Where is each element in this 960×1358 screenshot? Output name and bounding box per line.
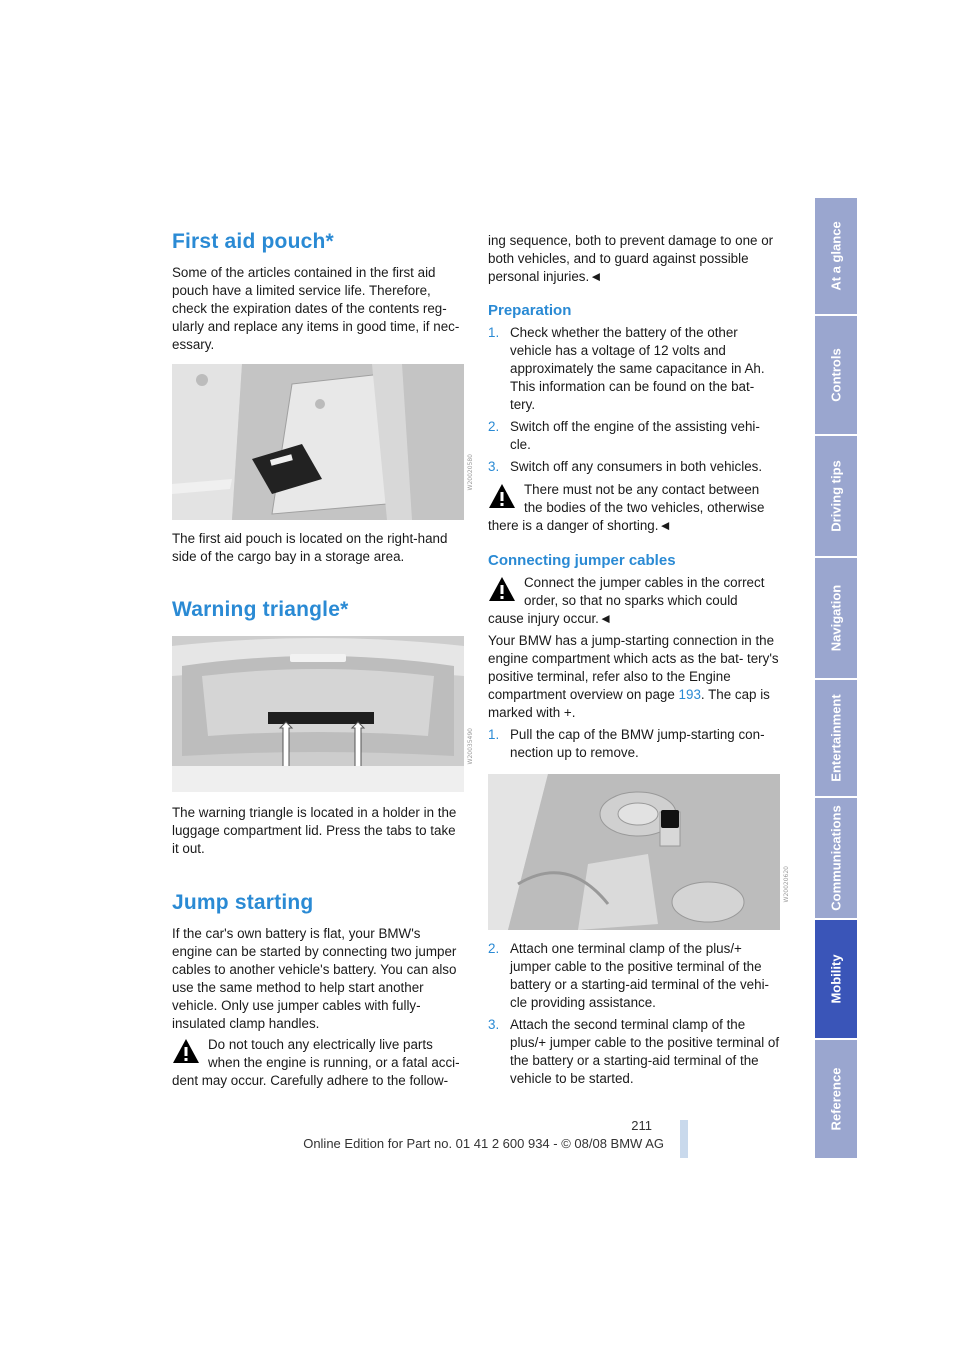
- warning-live-parts: [172, 1036, 464, 1090]
- warning-live-parts-continued: ing sequence, both to prevent damage to one or both vehicles, and to guard against possible personal injuries.◄: [488, 233, 774, 284]
- footer-bar: [680, 1120, 688, 1158]
- tab-mobility[interactable]: Mobility: [815, 920, 857, 1040]
- page-reference-link[interactable]: 193: [678, 687, 701, 702]
- warning-triangle-caption: The warning triangle is located in a holder in the luggage compartment lid. Press the tabs to take it out.: [172, 805, 457, 856]
- chapter-tabs: [815, 198, 857, 1160]
- tab-communications[interactable]: Communications: [815, 798, 857, 920]
- warning-shorting-indent: There must not be any contact between the bodies of the two vehicles, otherwise: [524, 482, 765, 515]
- tab-reference[interactable]: Reference: [815, 1040, 857, 1160]
- warning-sparks-indent: Connect the jumper cables in the correct order, so that no sparks which could: [524, 575, 765, 608]
- page-number: 211: [631, 1118, 652, 1133]
- first-aid-intro: Some of the articles contained in the first aid pouch have a limited service life. Therefore, check the expiration dates of the contents reg- ularly and replace any items in good time, if nec- essary.: [172, 265, 460, 352]
- jump-starting-title: Jump starting: [172, 891, 314, 914]
- warning-triangle-image-code: W20035490: [467, 728, 474, 765]
- warning-live-parts-indent: Do not touch any electrically live parts when the engine is running, or a fatal acci-: [208, 1037, 460, 1070]
- warning-live-parts-rest: dent may occur. Carefully adhere to the follow-: [172, 1073, 449, 1088]
- connecting-title: Connecting jumper cables: [488, 552, 676, 569]
- warning-triangle-title: Warning triangle*: [172, 598, 349, 621]
- warning-triangle-icon: [172, 1038, 200, 1064]
- tab-at-a-glance[interactable]: At a glance: [815, 198, 857, 316]
- preparation-title: Preparation: [488, 302, 572, 319]
- jump-start-image-code: W20020620: [783, 866, 790, 903]
- tab-navigation[interactable]: Navigation: [815, 558, 857, 680]
- tab-driving-tips[interactable]: Driving tips: [815, 436, 857, 558]
- warning-sparks-rest: cause injury occur.◄: [488, 611, 613, 626]
- first-aid-pouch-photo: [172, 364, 464, 520]
- first-aid-image-code: W20020580: [467, 454, 474, 491]
- warning-triangle-icon: [488, 576, 516, 602]
- jump-start-connection-photo: [488, 774, 780, 930]
- warning-shorting-rest: there is a danger of shorting.◄: [488, 518, 672, 533]
- warning-triangle-photo: [172, 636, 464, 792]
- edition-footer: Online Edition for Part no. 01 41 2 600 934 - © 08/08 BMW AG: [303, 1136, 664, 1151]
- first-aid-title: First aid pouch*: [172, 230, 334, 253]
- tab-entertainment[interactable]: Entertainment: [815, 680, 857, 798]
- warning-shorting: [488, 481, 780, 535]
- first-aid-caption: The first aid pouch is located on the right-hand side of the cargo bay in a storage area.: [172, 531, 448, 564]
- warning-triangle-icon: [488, 483, 516, 509]
- jump-connection-paragraph: Your BMW has a jump-starting connection in the engine compartment which acts as the bat- tery's positive terminal, refer also to the Engine compartment overview on page 193. The cap is marked with +.: [488, 633, 779, 720]
- tab-controls[interactable]: Controls: [815, 316, 857, 436]
- jump-starting-intro: If the car's own battery is flat, your BMW's engine can be started by connecting two jumper cables to another vehicle's battery. You can also use the same method to help start another vehicle. Only use jumper cables with fully-insulated clamp handles.: [172, 926, 457, 1031]
- warning-sparks: [488, 574, 780, 628]
